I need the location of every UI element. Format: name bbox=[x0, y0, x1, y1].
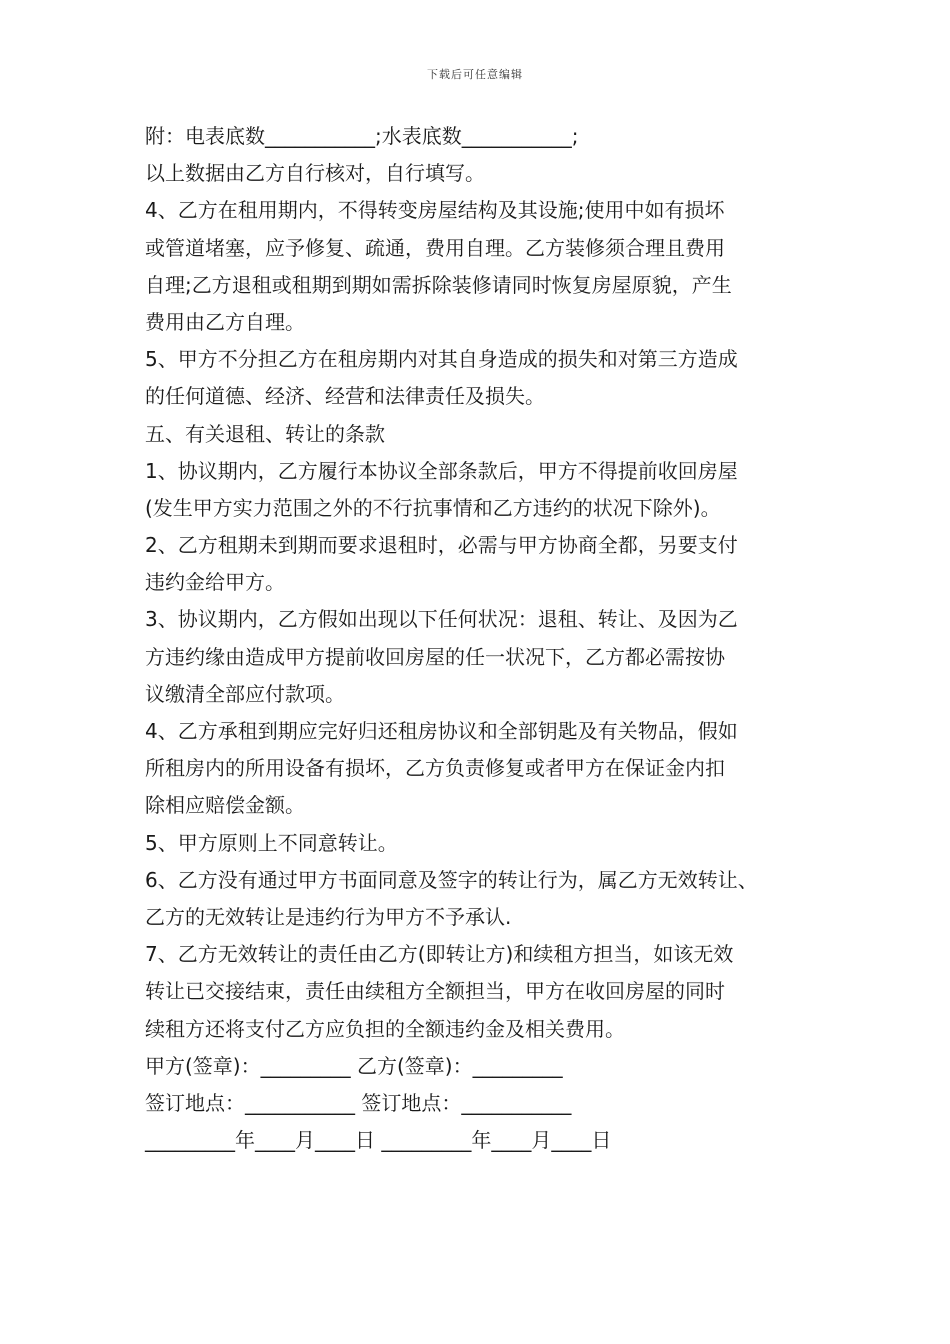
appendix-meter-readings: 附：电表底数___________;水表底数___________; bbox=[145, 124, 579, 148]
clause-4-line-3: 自理;乙方退租或租期到期如需拆除装修请同时恢复房屋原貌，产生 bbox=[145, 272, 732, 297]
sec5-clause-2-line-2: 违约金给甲方。 bbox=[145, 570, 285, 595]
header-note: 下载后可任意编辑 bbox=[427, 68, 523, 81]
sec5-clause-2-line-1: 2、乙方租期未到期而要求退租时，必需与甲方协商全都，另要支付 bbox=[145, 533, 738, 558]
sec5-clause-3-line-3: 议缴清全部应付款项。 bbox=[145, 681, 345, 706]
clause-5-line-2: 的任何道德、经济、经营和法律责任及损失。 bbox=[145, 384, 545, 409]
sec5-clause-4-line-2: 所租房内的所用设备有损坏，乙方负责修复或者甲方在保证金内扣 bbox=[145, 756, 725, 781]
sec5-clause-6-line-1: 6、乙方没有通过甲方书面同意及签字的转让行为，属乙方无效转让、 bbox=[145, 867, 758, 892]
sec5-clause-7-line-1: 7、乙方无效转让的责任由乙方(即转让方)和续租方担当，如该无效 bbox=[145, 942, 734, 967]
clause-4-line-2: 或管道堵塞，应予修复、疏通，费用自理。乙方装修须合理且费用 bbox=[145, 235, 725, 260]
sec5-clause-7-line-2: 转让已交接结束，责任由续租方全额担当，甲方在收回房屋的同时 bbox=[145, 979, 725, 1004]
section-heading: 五、有关退租、转让的条款 bbox=[145, 421, 385, 446]
signature-line: 甲方(签章)：_________ 乙方(签章)：_________ bbox=[145, 1053, 563, 1078]
signing-location-line: 签订地点：___________ 签订地点：___________ bbox=[145, 1090, 572, 1115]
sec5-clause-3-line-2: 方违约缘由造成甲方提前收回房屋的任一状况下，乙方都必需按协 bbox=[145, 644, 725, 669]
sec5-clause-6-line-2: 乙方的无效转让是违约行为甲方不予承认. bbox=[145, 904, 512, 929]
sec5-clause-5: 5、甲方原则上不同意转让。 bbox=[145, 830, 398, 855]
document-body bbox=[145, 118, 825, 1159]
sec5-clause-1-line-2: (发生甲方实力范围之外的不行抗事情和乙方违约的状况下除外)。 bbox=[145, 495, 721, 520]
clause-5-line-1: 5、甲方不分担乙方在租房期内对其自身造成的损失和对第三方造成 bbox=[145, 347, 738, 372]
sec5-clause-1-line-1: 1、协议期内，乙方履行本协议全部条款后，甲方不得提前收回房屋 bbox=[145, 458, 738, 483]
text-line: 以上数据由乙方自行核对，自行填写。 bbox=[145, 161, 485, 186]
clause-4-line-4: 费用由乙方自理。 bbox=[145, 309, 305, 334]
sec5-clause-4-line-3: 除相应赔偿金额。 bbox=[145, 793, 305, 818]
sec5-clause-7-line-3: 续租方还将支付乙方应负担的全额违约金及相关费用。 bbox=[145, 1016, 625, 1041]
signing-date-line: _________年____月____日 _________年____月____日 bbox=[145, 1128, 612, 1153]
sec5-clause-4-line-1: 4、乙方承租到期应完好归还租房协议和全部钥匙及有关物品，假如 bbox=[145, 719, 738, 743]
sec5-clause-3-line-1: 3、协议期内，乙方假如出现以下任何状况：退租、转让、及因为乙 bbox=[145, 607, 738, 632]
clause-4-line-1: 4、乙方在租用期内，不得转变房屋结构及其设施;使用中如有损坏 bbox=[145, 198, 725, 223]
